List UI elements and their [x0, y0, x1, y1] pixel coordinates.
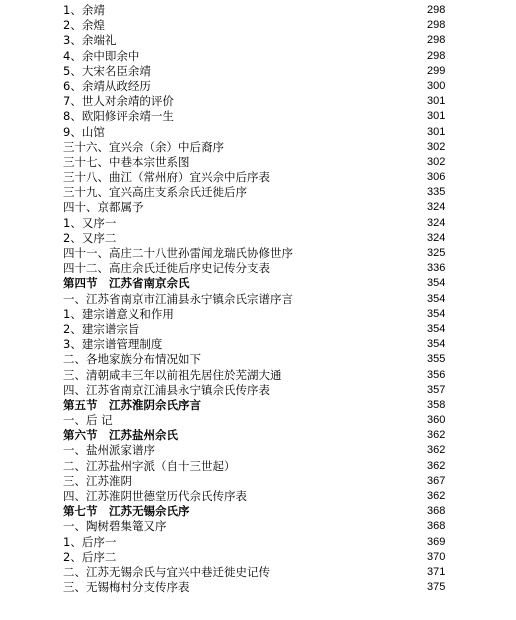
- toc-entry-page-number: 368: [427, 520, 446, 533]
- toc-entry: [0, 49, 516, 64]
- toc-entry: [0, 170, 516, 185]
- toc-section-heading: [0, 276, 516, 291]
- toc-entry-page-number: 362: [427, 459, 446, 472]
- toc-entry: [0, 18, 516, 33]
- toc-entry-title: 第七节 江苏无锡佘氏序: [63, 504, 190, 519]
- toc-entry-title: 3、建宗谱管理制度: [63, 337, 163, 352]
- toc-entry-title: 二、各地家族分布情况如下: [63, 352, 201, 367]
- toc-entry-title: 5、大宋名臣余靖: [63, 63, 151, 78]
- toc-entry-title: 一、陶树碧集篭又序: [63, 519, 167, 534]
- toc-entry: [0, 307, 516, 322]
- toc-entry: [0, 580, 516, 595]
- toc-entry-page-number: 354: [427, 338, 446, 351]
- toc-entry: [0, 383, 516, 398]
- toc-entry-title: 三、江苏淮阴: [63, 473, 132, 488]
- toc-entry: [0, 519, 516, 534]
- toc-entry-page-number: 302: [427, 155, 446, 168]
- toc-entry: [0, 231, 516, 246]
- toc-entry-page-number: 368: [427, 505, 446, 518]
- toc-entry: [0, 79, 516, 94]
- toc-entry: [0, 535, 516, 550]
- toc-entry-page-number: 354: [427, 322, 446, 335]
- toc-section-heading: [0, 504, 516, 519]
- toc-entry-title: 四、江苏淮阴世德堂历代佘氏传序表: [63, 489, 247, 503]
- toc-entry-page-number: 325: [427, 247, 446, 259]
- toc-entry-title: 7、世人对余靖的评价: [63, 94, 174, 109]
- toc-entry-page-number: 324: [427, 201, 446, 214]
- toc-entry-page-number: 306: [427, 171, 446, 184]
- toc-entry: [0, 261, 516, 276]
- toc-entry-page-number: 335: [427, 186, 446, 199]
- toc-entry-page-number: 301: [427, 125, 446, 138]
- toc-entry-title: 4、余中即余中: [63, 48, 140, 63]
- toc-entry-title: 9、山馆: [63, 124, 105, 139]
- toc-entry-title: 8、欧阳修评余靖一生: [63, 109, 174, 124]
- toc-entry-page-number: 301: [427, 95, 446, 108]
- toc-entry-title: 一、盐州派家谱序: [63, 443, 155, 458]
- table-of-contents: [0, 3, 516, 595]
- toc-entry-page-number: 370: [427, 550, 446, 563]
- toc-entry-title: 2、建宗谱宗旨: [63, 321, 140, 336]
- toc-entry-title: 二、江苏无锡佘氏与宜兴中巷迁徙史记传: [63, 564, 270, 579]
- toc-entry-page-number: 324: [427, 216, 446, 229]
- toc-entry-title: 三十八、曲江（常州府）宜兴佘中后序表: [63, 170, 270, 185]
- toc-entry-title: 三十七、中巷本宗世系图: [63, 154, 190, 169]
- toc-entry: [0, 185, 516, 200]
- toc-entry-page-number: 369: [427, 535, 446, 548]
- toc-entry: [0, 565, 516, 580]
- toc-entry-page-number: 336: [427, 262, 446, 275]
- toc-entry-title: 1、建宗谱意义和作用: [63, 306, 174, 321]
- toc-entry-title: 2、余煌: [63, 18, 105, 33]
- toc-entry: [0, 550, 516, 565]
- toc-entry: [0, 474, 516, 489]
- toc-entry: [0, 368, 516, 383]
- toc-entry-title: 四十、京都属予: [63, 200, 144, 215]
- toc-entry-title: 四、江苏省南京江浦县永宁镇佘氏传序表: [63, 382, 270, 397]
- toc-entry: [0, 246, 516, 261]
- toc-entry-title: 三、清朝咸丰三年以前祖先居住於芜湖大通: [63, 367, 282, 382]
- toc-entry-title: 1、后序一: [63, 534, 117, 549]
- toc-entry: [0, 3, 516, 18]
- toc-entry-page-number: 354: [427, 292, 446, 305]
- toc-entry-page-number: 371: [427, 565, 446, 578]
- toc-entry-page-number: 356: [427, 368, 446, 381]
- toc-entry-page-number: 367: [427, 474, 446, 487]
- toc-entry: [0, 140, 516, 155]
- toc-section-heading: [0, 428, 516, 443]
- toc-entry-page-number: 375: [427, 581, 446, 594]
- toc-entry-title: 一、后 记: [63, 413, 113, 428]
- toc-entry-title: 1、又序一: [63, 215, 117, 230]
- toc-entry: [0, 216, 516, 231]
- toc-entry-title: 三、无锡梅村分支传序表: [63, 580, 190, 595]
- toc-entry-page-number: 357: [427, 383, 446, 396]
- toc-entry-title: 第六节 江苏盐州佘氏: [63, 428, 178, 443]
- toc-entry-title: 三十九、宜兴高庄支系佘氏迁徙后序: [63, 185, 247, 200]
- toc-entry-title: 2、后序二: [63, 549, 117, 564]
- toc-entry: [0, 413, 516, 428]
- toc-entry: [0, 459, 516, 474]
- toc-entry-page-number: 362: [427, 444, 446, 457]
- toc-entry-title: 3、余端礼: [63, 33, 117, 48]
- toc-entry-title: 1、余靖: [63, 3, 105, 17]
- toc-entry-page-number: 301: [427, 110, 446, 123]
- toc-entry-page-number: 362: [427, 429, 446, 442]
- toc-entry: [0, 125, 516, 140]
- toc-entry-page-number: 298: [427, 49, 446, 62]
- toc-entry: [0, 94, 516, 109]
- toc-entry-page-number: 324: [427, 231, 446, 244]
- toc-entry-title: 第四节 江苏省南京佘氏: [63, 276, 190, 291]
- toc-entry: [0, 292, 516, 307]
- toc-entry: [0, 200, 516, 215]
- toc-entry-page-number: 354: [427, 307, 446, 320]
- toc-entry-title: 四十二、高庄佘氏迁徙后序史记传分支表: [63, 261, 270, 276]
- toc-entry: [0, 443, 516, 458]
- toc-entry-page-number: 298: [427, 34, 446, 47]
- toc-entry-page-number: 299: [427, 64, 446, 77]
- toc-entry: [0, 337, 516, 352]
- toc-entry: [0, 33, 516, 48]
- toc-entry-title: 6、余靖从政经历: [63, 78, 151, 93]
- toc-entry-page-number: 362: [427, 490, 446, 502]
- toc-entry: [0, 109, 516, 124]
- toc-entry-page-number: 355: [427, 353, 446, 366]
- toc-entry: [0, 64, 516, 79]
- toc-entry-title: 二、江苏盐州字派（自十三世起）: [63, 458, 236, 473]
- toc-entry-title: 一、江苏省南京市江浦县永宁镇佘氏宗谱序言: [63, 291, 293, 306]
- toc-entry-title: 2、又序二: [63, 230, 117, 245]
- toc-section-heading: [0, 398, 516, 413]
- toc-entry-title: 三十六、宜兴佘（余）中后裔序: [63, 139, 224, 154]
- toc-entry: [0, 489, 516, 504]
- toc-entry-page-number: 354: [427, 277, 446, 290]
- toc-entry-page-number: 300: [427, 79, 446, 92]
- toc-entry: [0, 322, 516, 337]
- toc-entry: [0, 352, 516, 367]
- toc-entry: [0, 155, 516, 170]
- toc-entry-title: 四十一、高庄二十八世孙雷闻龙瑞氏协修世序: [63, 246, 293, 260]
- toc-entry-page-number: 360: [427, 414, 446, 427]
- toc-entry-page-number: 298: [427, 19, 446, 32]
- toc-entry-page-number: 298: [427, 4, 446, 16]
- toc-entry-page-number: 302: [427, 140, 446, 153]
- toc-entry-page-number: 358: [427, 398, 446, 411]
- toc-entry-title: 第五节 江苏淮阴佘氏序言: [63, 397, 201, 412]
